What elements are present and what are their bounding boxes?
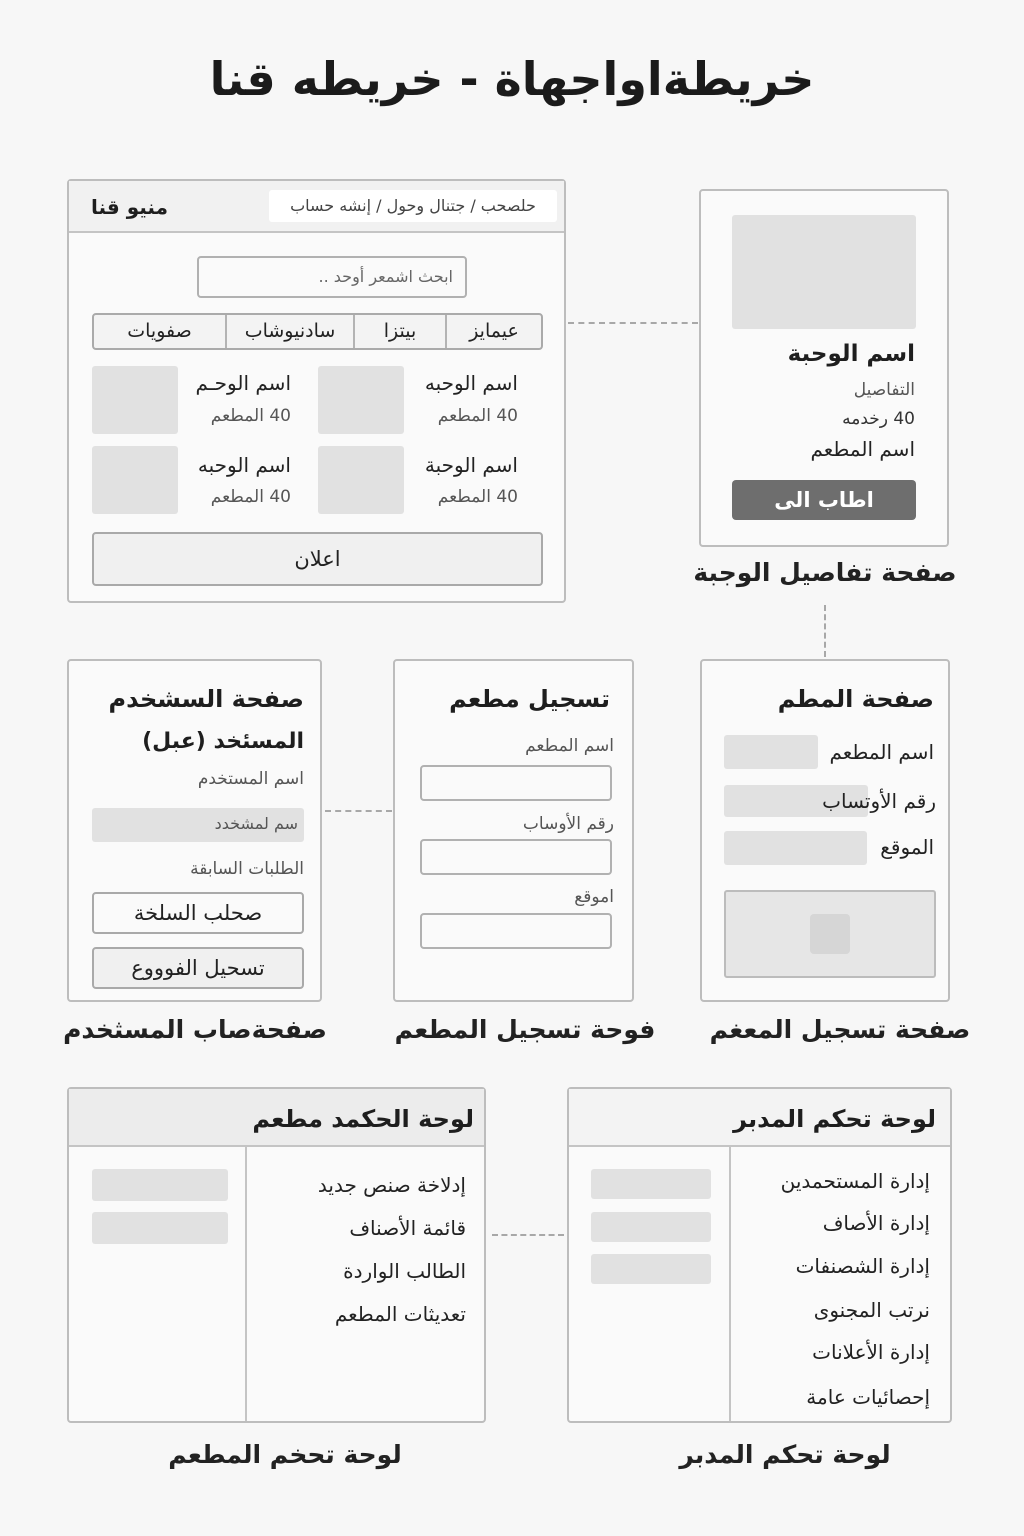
restaurant-page-title: صفحة المطم xyxy=(777,685,934,713)
tab-desserts[interactable]: صفويات xyxy=(127,320,192,342)
restaurant-page-caption: صفحة تسجيل المعغم xyxy=(709,1015,971,1044)
register-phone-label: رقم الأوساب xyxy=(522,814,614,834)
restaurant-name-label: اسم المطعم xyxy=(829,740,934,764)
panel-placeholder xyxy=(92,1212,228,1244)
tab-sandwiches[interactable]: سادنيوشاب xyxy=(225,315,353,348)
panel-divider xyxy=(729,1147,731,1421)
search-input[interactable] xyxy=(197,256,467,298)
admin-panel-title: لوحة تحكم المدبر xyxy=(733,1105,936,1133)
dish-name[interactable]: اسم الوحـم xyxy=(195,371,291,395)
restaurant-phone-label: رقم الأوتساب xyxy=(822,789,936,813)
user-page-caption: صفحةصاب المسثخدم xyxy=(63,1015,327,1044)
menu-statistics[interactable]: إحصائيات عامة xyxy=(806,1385,930,1409)
panel-placeholder xyxy=(591,1169,711,1199)
register-location-label: اموقع xyxy=(574,887,614,907)
location-field[interactable] xyxy=(420,913,612,949)
register-name-label: اسم المطعم xyxy=(525,736,614,756)
map-box xyxy=(724,890,936,978)
logout-button[interactable]: تسحيل الفوووع xyxy=(92,947,304,989)
menu-manage-items[interactable]: إدارة الأصاف xyxy=(822,1211,930,1235)
dish-meta: 40 المطعم xyxy=(437,406,518,426)
dish-image xyxy=(318,446,404,514)
category-tabs xyxy=(92,313,543,350)
admin-panel-caption: لوحة تحكم المدبر xyxy=(679,1440,891,1469)
dish-meta: 40 المطعم xyxy=(210,487,291,507)
menu-add-item[interactable]: إدلاخة صنص جديد xyxy=(317,1173,466,1197)
auth-links[interactable]: حلصحب / جتنال وحول / إنشه حساب xyxy=(269,190,557,222)
user-page-title: صفحة السشخدم xyxy=(108,685,304,713)
register-title: تسجيل مطعم xyxy=(449,685,610,713)
menu-order-content[interactable]: نرتب المجنوى xyxy=(813,1298,930,1322)
username-value: سم لمشخدد xyxy=(214,814,298,833)
connector-line xyxy=(492,1234,564,1236)
dish-details-label: التفاصيل xyxy=(853,380,915,400)
dish-image xyxy=(318,366,404,434)
orders-label: الطلبات السابقة xyxy=(190,859,304,879)
whatsapp-number-field[interactable] xyxy=(420,839,612,875)
dish-price: 40 رخدمه xyxy=(842,409,915,429)
brand-logo: منيو قنا xyxy=(91,195,168,219)
user-page-frame xyxy=(67,659,322,1002)
menu-incoming-orders[interactable]: الطالب الواردة xyxy=(343,1259,466,1283)
dish-name[interactable]: اسم الوحبة xyxy=(424,453,518,477)
dish-title: اسم الوحبة xyxy=(787,341,915,367)
restaurant-location-label: الموقع xyxy=(880,835,934,859)
menu-home-frame xyxy=(67,179,566,603)
dish-detail-caption: صفحة تفاصيل الوجبة xyxy=(693,558,957,587)
dish-meta: 40 المطعم xyxy=(210,406,291,426)
restaurant-panel-caption: لوحة تحخم المطعم xyxy=(168,1440,402,1469)
restaurant-location-placeholder xyxy=(724,831,867,865)
panel-placeholder xyxy=(591,1212,711,1242)
admin-panel-frame xyxy=(567,1087,952,1423)
menu-restaurant-edits[interactable]: تعديثات المطعم xyxy=(334,1302,466,1326)
panel-placeholder xyxy=(92,1169,228,1201)
dish-name[interactable]: اسم الوحبه xyxy=(424,371,518,395)
search-placeholder: ابحث اشمعر أوحد .. xyxy=(318,267,453,286)
menu-manage-categories[interactable]: إدارة الشصنفات xyxy=(795,1254,930,1278)
register-restaurant-caption: فوحة تسجيل المطعم xyxy=(394,1015,656,1044)
restaurant-page-frame xyxy=(700,659,950,1002)
dish-meta: 40 المطعم xyxy=(437,487,518,507)
menu-manage-ads[interactable]: إدارة الأعلانات xyxy=(812,1340,930,1364)
connector-line xyxy=(325,810,392,812)
dish-restaurant[interactable]: اسم المطعم xyxy=(810,437,915,461)
page-title: خريطةاواجهاة - خريطه قنا xyxy=(209,52,815,106)
dish-detail-frame xyxy=(699,189,949,547)
dish-name[interactable]: اسم الوحبه xyxy=(197,453,291,477)
menu-manage-users[interactable]: إدارة المستحمدين xyxy=(780,1169,930,1193)
register-restaurant-frame xyxy=(393,659,634,1002)
restaurant-panel-title: لوحة الحكمد مطعم xyxy=(252,1105,474,1133)
connector-line xyxy=(824,605,826,657)
tab-pizza[interactable]: بيتزا xyxy=(353,315,445,348)
order-history-button[interactable]: صحلب السلخة xyxy=(92,892,304,934)
username-field[interactable] xyxy=(92,808,304,842)
dish-image xyxy=(92,446,178,514)
restaurant-panel-frame xyxy=(67,1087,486,1423)
order-button[interactable]: اطاب الى xyxy=(732,480,916,520)
map-pin-icon xyxy=(810,914,850,954)
menu-item-list[interactable]: قائمة الأصناف xyxy=(349,1216,466,1240)
restaurant-name-placeholder xyxy=(724,735,818,769)
dish-image xyxy=(732,215,916,329)
ad-button[interactable]: اعلان xyxy=(92,532,543,586)
user-page-subtitle: المسئخد (عبل) xyxy=(142,729,304,754)
connector-line xyxy=(568,322,698,324)
tab-burgers[interactable]: عيمايز xyxy=(445,315,541,348)
restaurant-name-field[interactable] xyxy=(420,765,612,801)
dish-image xyxy=(92,366,178,434)
panel-divider xyxy=(245,1147,247,1421)
username-label: اسم المستخدم xyxy=(197,769,304,789)
panel-placeholder xyxy=(591,1254,711,1284)
